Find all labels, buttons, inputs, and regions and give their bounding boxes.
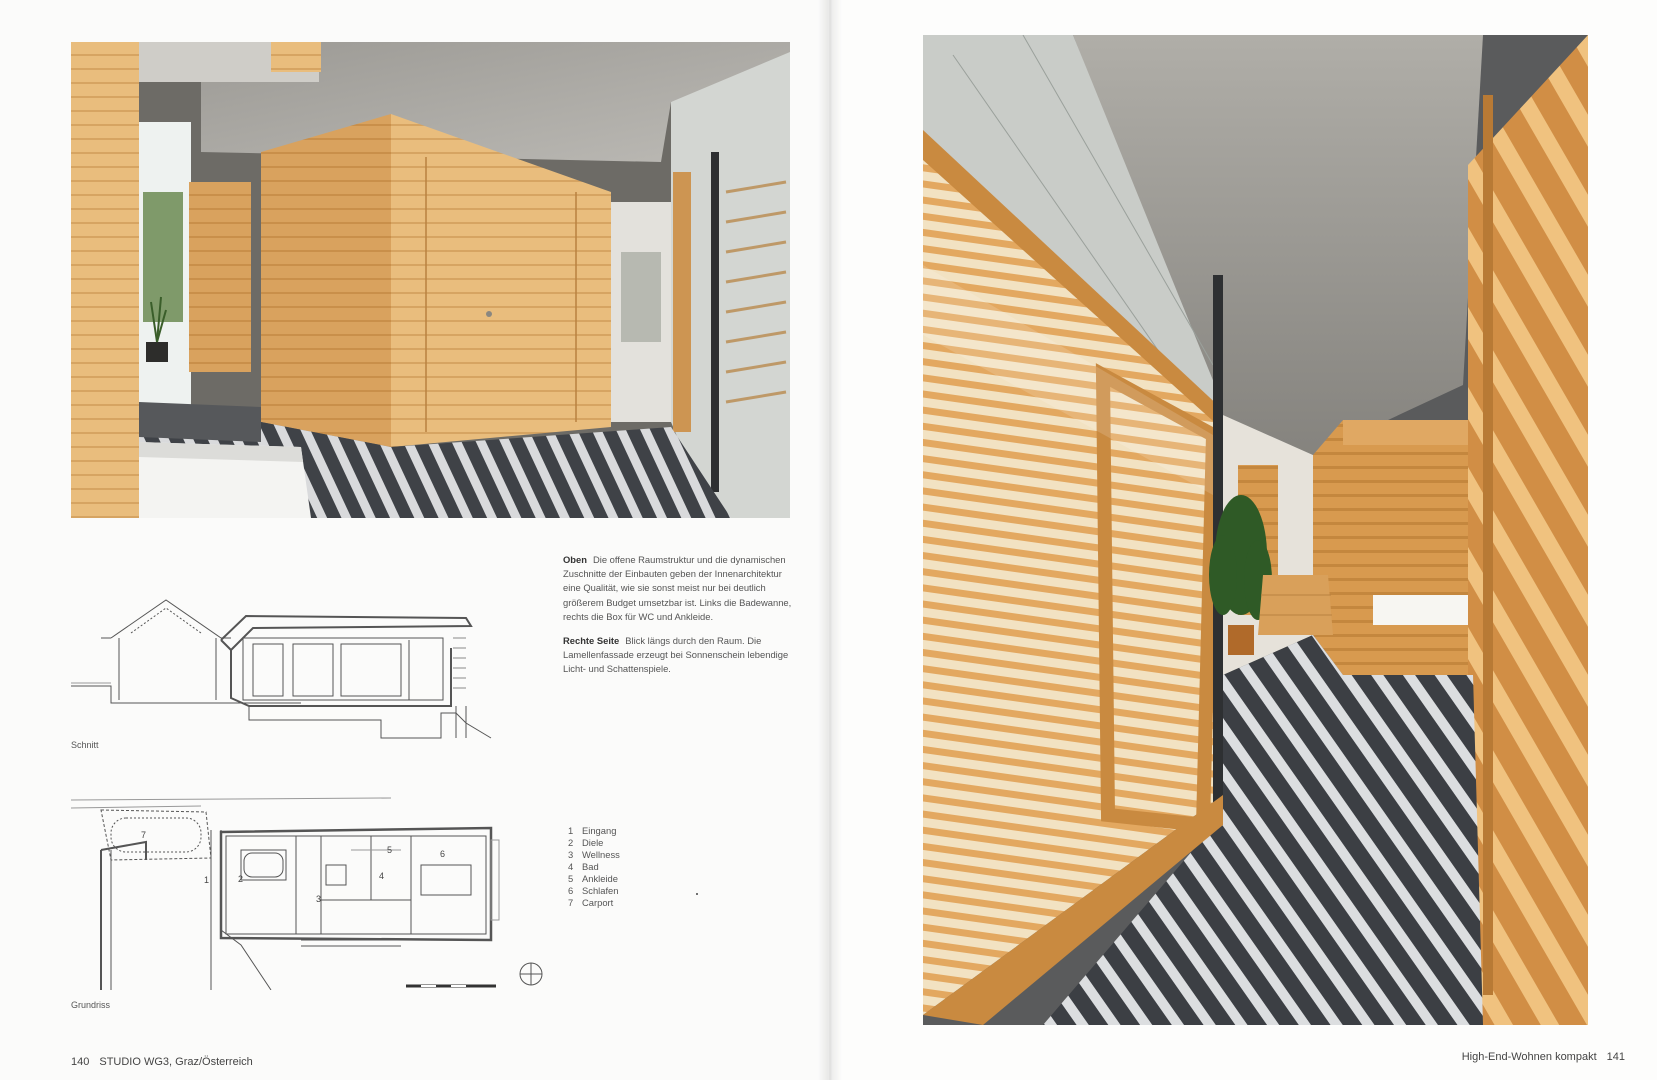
- plan-room-5: 5: [387, 845, 393, 855]
- legend-item: [568, 825, 620, 837]
- page-number-right: 141: [1606, 1051, 1625, 1063]
- legend-label: Eingang: [582, 825, 617, 836]
- photo-caption: [563, 553, 798, 687]
- caption-right-page: [563, 634, 798, 677]
- right-page: [828, 0, 1657, 1080]
- legend-label: Bad: [582, 861, 599, 872]
- caption-top-lead: Oben: [563, 554, 587, 565]
- legend-number: 3: [568, 849, 574, 860]
- running-title-left: STUDIO WG3, Graz/Österreich: [99, 1056, 253, 1068]
- section-label: Schnitt: [71, 740, 99, 750]
- caption-right-page-text: Blick längs durch den Raum. Die Lamellenfassade erzeugt bei Sonnenschein lebendige Licht- und Schattenspiele.: [563, 635, 789, 675]
- legend-number: 4: [568, 861, 574, 872]
- legend-label: Carport: [582, 897, 614, 908]
- legend-item: [568, 837, 620, 849]
- book-gutter: [818, 0, 842, 1080]
- footer-left: [71, 1056, 253, 1068]
- plan-room-4: 4: [379, 871, 385, 881]
- legend-item: [568, 873, 620, 885]
- caption-right-page-lead: Rechte Seite: [563, 635, 620, 647]
- running-title-right: High-End-Wohnen kompakt: [1461, 1051, 1597, 1063]
- room-legend: [568, 825, 620, 909]
- footer-right: [1462, 1051, 1625, 1063]
- legend-item: [568, 861, 620, 873]
- legend-item: [568, 849, 620, 861]
- plan-room-3: 3: [316, 894, 322, 904]
- interior-photo-right: [923, 35, 1588, 1025]
- legend-item: [568, 885, 620, 897]
- plan-room-7: 7: [141, 830, 147, 840]
- stray-mark: [696, 893, 698, 895]
- plan-label: Grundriss: [71, 1000, 111, 1010]
- legend-label: Schlafen: [582, 885, 619, 896]
- legend-label: Ankleide: [582, 873, 618, 884]
- plan-room-2: 2: [238, 874, 244, 884]
- caption-top: [563, 553, 798, 624]
- legend-number: 6: [568, 885, 574, 896]
- legend-number: 2: [568, 837, 574, 848]
- section-drawing: [71, 588, 511, 748]
- legend-item: [568, 897, 620, 909]
- caption-top-text: Die offene Raumstruktur und die dynamischen Zuschnitte der Einbauten geben der Innenarchitektur eine Qualität, wie sie sonst meist nur bei deutlich größerem Budget umsetzbar ist. Links die Badewanne, rechts die Box für WC und Ankleide.: [563, 554, 792, 622]
- plan-room-6: 6: [440, 849, 446, 859]
- legend-number: 7: [568, 897, 574, 908]
- plan-room-1: 1: [204, 875, 210, 885]
- legend-label: Wellness: [582, 849, 620, 860]
- left-page: [0, 0, 828, 1080]
- legend-number: 5: [568, 873, 574, 884]
- page-number-left: 140: [71, 1056, 90, 1068]
- floor-plan-drawing: [71, 790, 551, 990]
- legend-number: 1: [568, 825, 574, 836]
- interior-photo-top: [71, 42, 790, 518]
- legend-label: Diele: [582, 837, 604, 848]
